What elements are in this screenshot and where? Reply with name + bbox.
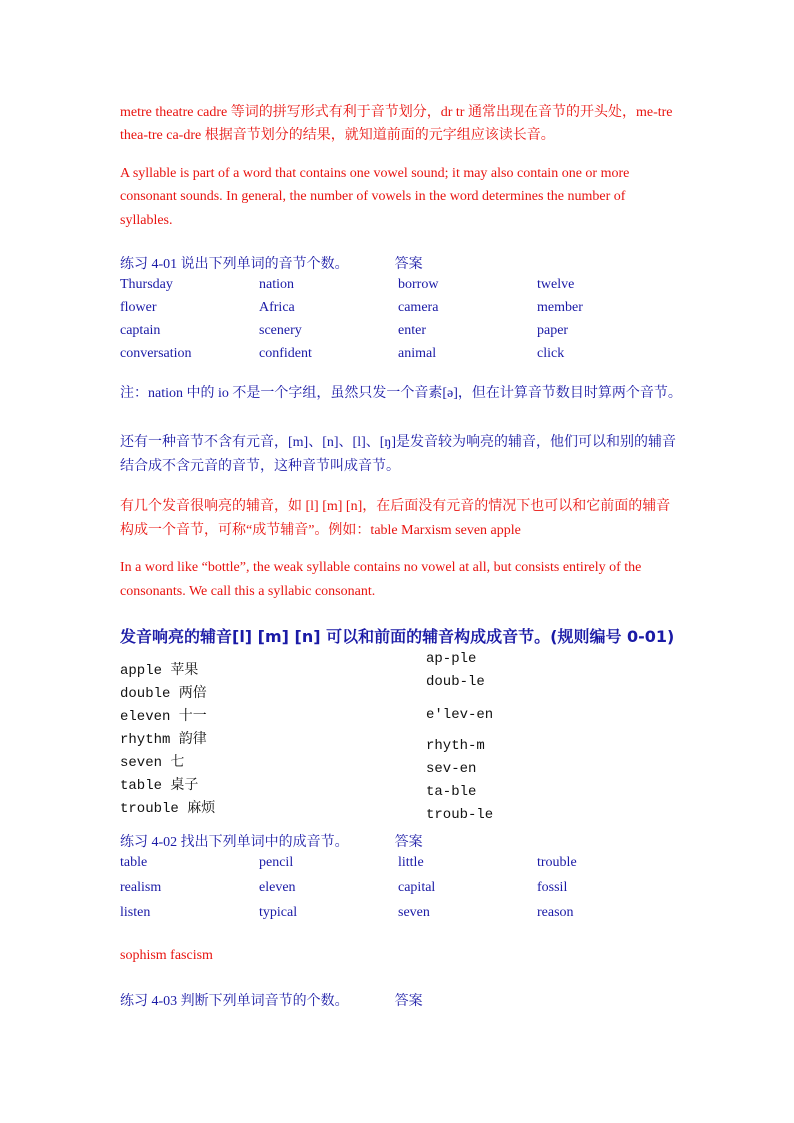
table-row <box>120 342 680 365</box>
table-row <box>120 273 680 296</box>
exercise1-word-table <box>120 273 680 365</box>
rule-heading: 发音响亮的辅音[l] [m] [n] 可以和前面的辅音构成成音节。(规则编号 0-01) <box>120 627 675 646</box>
example-word: apple 苹果 <box>120 663 199 679</box>
example-syllabified: ta-ble <box>426 784 477 800</box>
word-cell: listen <box>120 904 151 920</box>
note-text: 注：nation 中的 io 不是一个字组，虽然只发一个音素[ə]，但在计算音节数目时算两个音节。 <box>120 386 682 401</box>
table-row <box>120 850 680 875</box>
example-syllabified: doub-le <box>426 674 485 690</box>
table-row <box>120 900 680 925</box>
word-cell: pencil <box>259 854 294 870</box>
exercise2-word-table <box>120 850 680 925</box>
extra-words: sophism fascism <box>120 948 213 963</box>
para3-line2: 结合成不含元音的音节，这种音节叫成音节。 <box>120 459 400 474</box>
para2-line3: syllables. <box>120 213 173 228</box>
para1-line2: thea-tre ca-dre 根据音节划分的结果，就知道前面的元字组应该读长音。 <box>120 128 555 143</box>
exercise1-answer-link[interactable]: 答案 <box>394 257 423 272</box>
word-cell: Africa <box>259 299 295 315</box>
exercise2-answer-link[interactable]: 答案 <box>394 835 423 850</box>
para3-line1: 还有一种音节不含有元音，[m]、[n]、[l]、[ŋ]是发音较为响亮的辅音，他们可以和别的辅音 <box>120 435 676 450</box>
word-cell: trouble <box>537 854 577 870</box>
exercise2-title: 练习 4-02 找出下列单词中的成音节。 <box>120 835 349 850</box>
word-cell: table <box>120 854 148 870</box>
word-cell: confident <box>259 345 312 361</box>
word-cell: Thursday <box>120 276 173 292</box>
word-cell: reason <box>537 904 574 920</box>
word-cell: nation <box>259 276 294 292</box>
example-syllabified: rhyth-m <box>426 738 485 754</box>
para4-line1: 有几个发音很响亮的辅音，如 [l] [m] [n]，在后面没有元音的情况下也可以和它前面的辅音 <box>120 499 671 514</box>
para2-line1: A syllable is part of a word that contains one vowel sound; it may also contain one or more <box>120 166 630 181</box>
exercise3-answer-link[interactable]: 答案 <box>394 994 423 1009</box>
para2-line2: consonant sounds. In general, the number of vowels in the word determines the number of <box>120 189 626 204</box>
example-syllabified: e'lev-en <box>426 707 494 723</box>
example-word: table 桌子 <box>120 778 199 794</box>
word-cell: twelve <box>537 276 575 292</box>
word-cell: conversation <box>120 345 192 361</box>
example-word: seven 七 <box>120 755 185 771</box>
exercise1-title: 练习 4-01 说出下列单词的音节个数。 <box>120 257 349 272</box>
para4-line2: 构成一个音节，可称“成节辅音”。例如：table Marxism seven apple <box>120 523 521 538</box>
table-row <box>120 875 680 900</box>
word-cell: camera <box>398 299 439 315</box>
example-syllabified: troub-le <box>426 807 494 823</box>
example-syllabified: sev-en <box>426 761 477 777</box>
example-word: double 两倍 <box>120 686 207 702</box>
example-word: trouble 麻烦 <box>120 801 216 817</box>
word-cell: typical <box>259 904 298 920</box>
para1-line1: metre theatre cadre 等词的拼写形式有利于音节划分，dr tr 通常出现在音节的开头处，me-tre <box>120 105 673 120</box>
exercise3-title-row <box>120 990 423 1010</box>
para5-line2: consonants. We call this a syllabic consonant. <box>120 584 376 599</box>
word-cell: fossil <box>537 879 568 895</box>
word-cell: realism <box>120 879 162 895</box>
word-cell: member <box>537 299 583 315</box>
exercise2-title-row <box>120 831 423 851</box>
word-cell: flower <box>120 299 157 315</box>
exercise1-title-row <box>120 253 423 273</box>
word-cell: capital <box>398 879 436 895</box>
example-syllabified: ap-ple <box>426 651 477 667</box>
word-cell: enter <box>398 322 426 338</box>
table-row <box>120 319 680 342</box>
table-row <box>120 296 680 319</box>
word-cell: captain <box>120 322 161 338</box>
word-cell: click <box>537 345 565 361</box>
example-word: eleven 十一 <box>120 709 207 725</box>
word-cell: scenery <box>259 322 302 338</box>
word-cell: little <box>398 854 424 870</box>
word-cell: borrow <box>398 276 439 292</box>
word-cell: paper <box>537 322 569 338</box>
exercise3-title: 练习 4-03 判断下列单词音节的个数。 <box>120 994 349 1009</box>
word-cell: eleven <box>259 879 296 895</box>
para5-line1: In a word like “bottle”, the weak syllable contains no vowel at all, but consists entirely of the <box>120 560 642 575</box>
word-cell: seven <box>398 904 430 920</box>
word-cell: animal <box>398 345 437 361</box>
example-word: rhythm 韵律 <box>120 732 207 748</box>
